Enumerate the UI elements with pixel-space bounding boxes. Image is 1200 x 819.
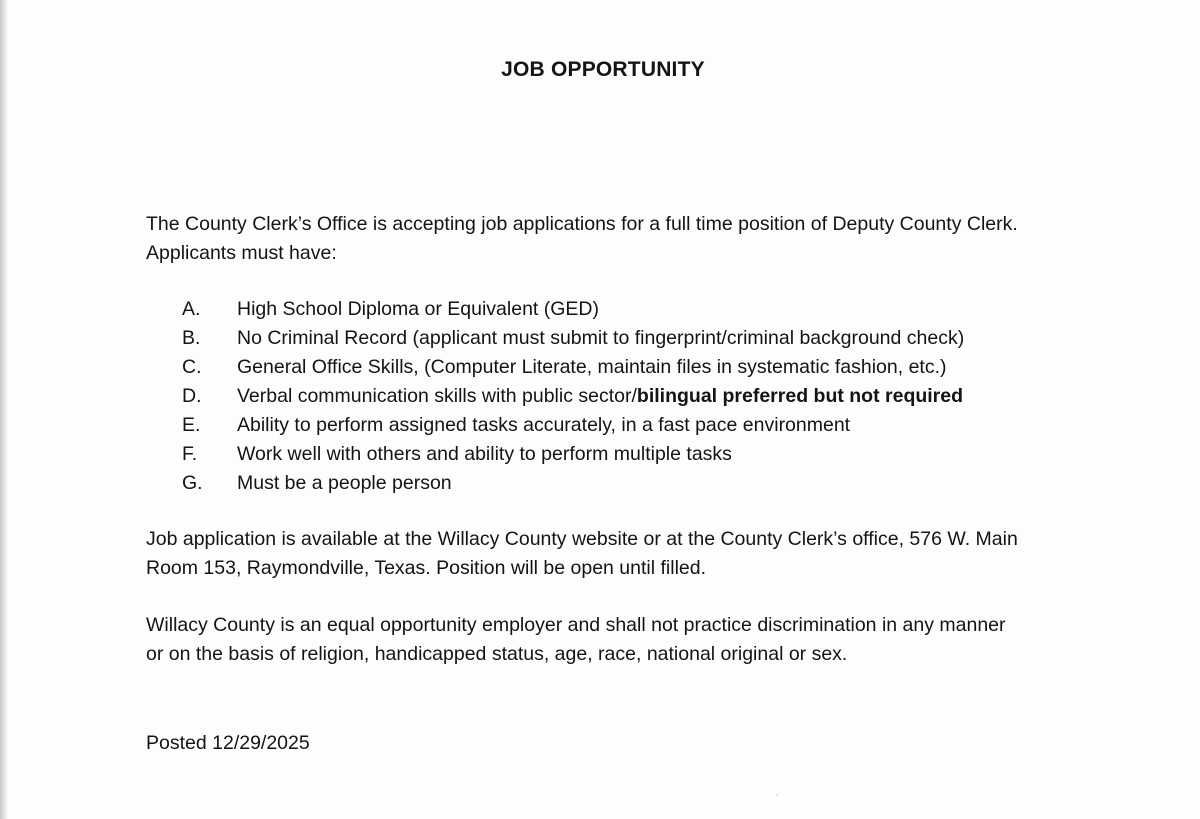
- requirement-letter: D.: [182, 385, 202, 407]
- requirement-text: General Office Skills, (Computer Literate, maintain files in systematic fashion, etc.): [237, 356, 947, 378]
- requirement-letter: F.: [182, 443, 198, 465]
- intro-line-2: Applicants must have:: [146, 242, 337, 264]
- requirement-item-e: [146, 411, 1046, 440]
- requirement-text: Ability to perform assigned tasks accurately, in a fast pace environment: [237, 414, 851, 436]
- requirement-text: Work well with others and ability to perform multiple tasks: [237, 443, 732, 465]
- document-title: JOB OPPORTUNITY: [501, 58, 705, 81]
- requirement-letter: C.: [182, 356, 202, 378]
- requirement-item-b: [146, 324, 1046, 353]
- requirement-item-g: [146, 469, 1046, 498]
- requirement-item-c: [146, 353, 1046, 382]
- requirement-letter: B.: [182, 327, 201, 349]
- equal-opportunity-line-1: Willacy County is an equal opportunity employer and shall not practice discrimination in any manner: [146, 614, 1006, 636]
- availability-line-2: Room 153, Raymondville, Texas. Position will be open until filled.: [146, 557, 707, 579]
- availability-line-1: Job application is available at the Willacy County website or at the County Clerk’s office, 576 W. Main: [146, 528, 1018, 550]
- scan-speck: [776, 794, 778, 796]
- requirement-item-a: [146, 295, 1046, 324]
- requirement-text-bold: bilingual preferred but not required: [636, 385, 964, 407]
- intro-line-1: The County Clerk’s Office is accepting job applications for a full time position of Deputy County Clerk.: [146, 213, 1018, 235]
- equal-opportunity-paragraph: [146, 611, 1046, 669]
- requirement-letter: G.: [182, 472, 203, 494]
- requirement-letter: A.: [182, 298, 201, 320]
- requirements-list: [146, 295, 1046, 498]
- requirement-item-d: [146, 382, 1046, 411]
- requirement-text-regular: Verbal communication skills with public sector/: [237, 385, 637, 407]
- availability-paragraph: [146, 525, 1046, 583]
- requirement-letter: E.: [182, 414, 201, 436]
- requirement-text: No Criminal Record (applicant must submit to fingerprint/criminal background check): [237, 327, 965, 349]
- requirement-text: High School Diploma or Equivalent (GED): [237, 298, 599, 320]
- requirement-item-f: [146, 440, 1046, 469]
- requirement-text: Must be a people person: [237, 472, 452, 494]
- equal-opportunity-line-2: or on the basis of religion, handicapped status, age, race, national original or sex.: [146, 643, 848, 665]
- intro-paragraph: [146, 210, 1046, 268]
- posted-date: Posted 12/29/2025: [146, 732, 310, 754]
- requirement-text: [237, 382, 963, 411]
